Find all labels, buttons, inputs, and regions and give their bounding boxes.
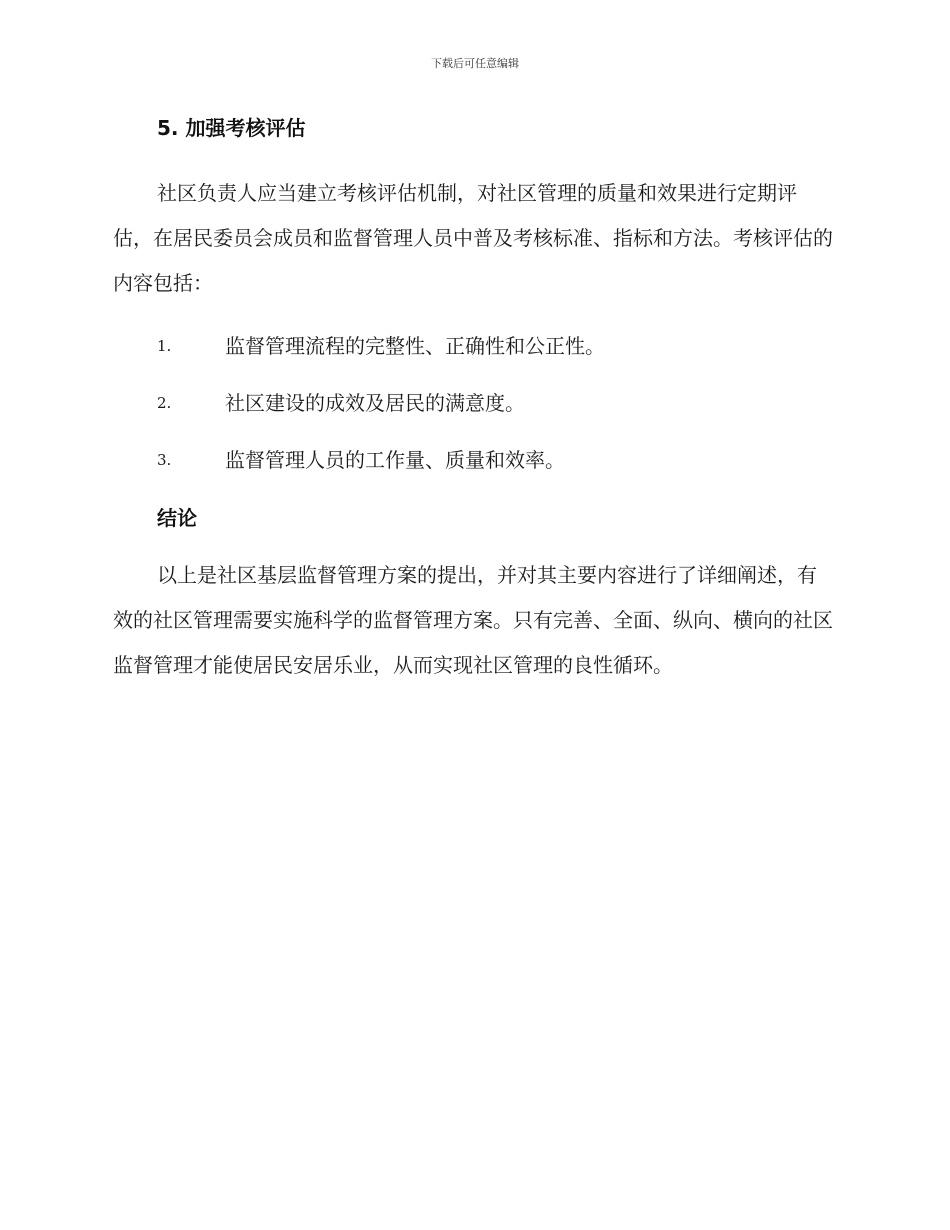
assessment-paragraph: 社区负责人应当建立考核评估机制，对社区管理的质量和效果进行定期评估，在居民委员会成员和监督管理人员中普及考核标准、指标和方法。考核评估的内容包括：	[113, 181, 833, 295]
list-item-text: 监督管理人员的工作量、质量和效率。	[225, 448, 565, 472]
document-body	[113, 113, 833, 688]
list-item-number: 3.	[157, 451, 172, 469]
list-item-text: 监督管理流程的完整性、正确性和公正性。	[225, 334, 605, 358]
list-item-text: 社区建设的成效及居民的满意度。	[225, 391, 525, 415]
section-heading-assessment: 5. 加强考核评估	[157, 116, 306, 140]
list-item-number: 1.	[157, 337, 172, 355]
conclusion-paragraph: 以上是社区基层监督管理方案的提出，并对其主要内容进行了详细阐述，有效的社区管理需要实施科学的监督管理方案。只有完善、全面、纵向、横向的社区监督管理才能使居民安居乐业，从而实现社区管理的良性循环。	[113, 563, 833, 677]
list-item	[113, 318, 833, 375]
page-header-note: 下载后可任意编辑	[431, 57, 519, 70]
list-item-number: 2.	[157, 394, 172, 412]
section-heading-conclusion: 结论	[157, 506, 197, 530]
list-item	[113, 375, 833, 432]
assessment-content-list	[113, 318, 833, 489]
list-item	[113, 432, 833, 489]
